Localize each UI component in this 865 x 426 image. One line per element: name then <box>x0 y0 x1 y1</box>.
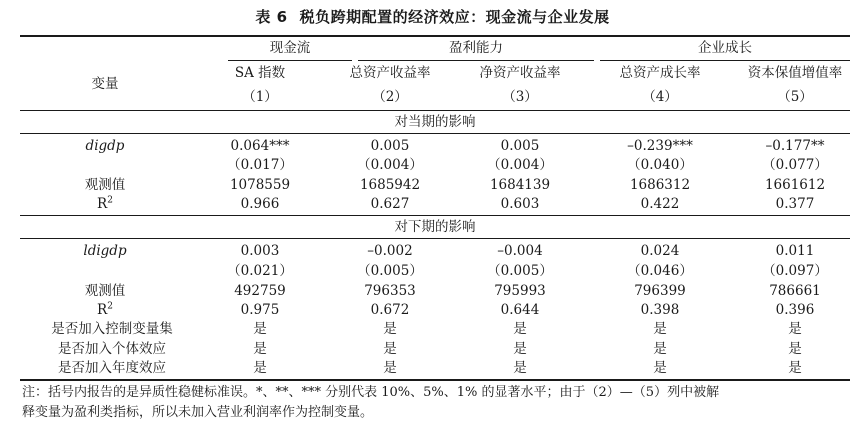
control-1-col-1: 是 <box>253 321 267 337</box>
panel-b-top-rule <box>20 215 850 216</box>
control-2-col-5: 是 <box>788 341 802 357</box>
control-2-col-1: 是 <box>253 341 267 357</box>
col-number-5: （5） <box>777 89 813 105</box>
var-digdp: digdp <box>85 138 125 154</box>
col-header-3: 净资产收益率 <box>479 65 561 81</box>
se-a-5: （0.077） <box>762 157 828 173</box>
r2-a-2: 0.627 <box>370 196 410 212</box>
r2-a-3: 0.603 <box>500 196 540 212</box>
group-profitability: 盈利能力 <box>449 40 503 56</box>
col-number-1: （1） <box>242 89 278 105</box>
control-2-col-3: 是 <box>513 341 527 357</box>
coef-a-1: 0.064*** <box>230 138 290 154</box>
control-3-col-1: 是 <box>253 360 267 376</box>
obs-b-5: 786661 <box>769 283 821 299</box>
header-rule <box>20 110 850 111</box>
table-number: 表 6 <box>255 8 288 26</box>
bottom-rule <box>20 379 850 381</box>
se-a-1: （0.017） <box>227 157 293 173</box>
panel-b-rule <box>20 238 850 239</box>
col-header-4: 总资产成长率 <box>619 65 701 81</box>
group-rule-3 <box>600 60 850 61</box>
control-label-2: 是否加入个体效应 <box>58 341 166 357</box>
control-3-col-2: 是 <box>383 360 397 376</box>
r2-b-4: 0.398 <box>640 302 680 318</box>
r2-a-5: 0.377 <box>775 196 815 212</box>
se-b-2: （0.005） <box>357 263 423 279</box>
coef-a-2: 0.005 <box>370 138 410 154</box>
group-cashflow: 现金流 <box>269 40 311 56</box>
obs-a-2: 1685942 <box>359 177 421 193</box>
table-caption: 税负跨期配置的经济效应：现金流与企业发展 <box>299 8 610 26</box>
r2-b-5: 0.396 <box>775 302 815 318</box>
r2-label-b <box>40 301 170 319</box>
obs-b-2: 796353 <box>364 283 416 299</box>
coef-b-4: 0.024 <box>640 243 680 259</box>
coef-a-4: –0.239*** <box>627 138 693 154</box>
se-b-3: （0.005） <box>487 263 553 279</box>
coef-b-2: –0.002 <box>367 243 413 259</box>
control-3-col-4: 是 <box>653 360 667 376</box>
table-title <box>0 6 865 27</box>
panel-a-label: 对当期的影响 <box>394 114 476 130</box>
se-a-3: （0.004） <box>487 157 553 173</box>
col-number-4: （4） <box>642 89 678 105</box>
coef-b-3: –0.004 <box>497 243 543 259</box>
control-2-col-4: 是 <box>653 341 667 357</box>
r2-a-1: 0.966 <box>240 196 280 212</box>
obs-b-1: 492759 <box>234 283 286 299</box>
obs-b-3: 795993 <box>494 283 546 299</box>
control-3-col-3: 是 <box>513 360 527 376</box>
r2-sup-b: 2 <box>107 301 113 312</box>
table-note-line-2: 释变量为盈利类指标，所以未加入营业利润率作为控制变量。 <box>22 405 374 420</box>
control-1-col-5: 是 <box>788 321 802 337</box>
obs-label-b: 观测值 <box>84 283 126 299</box>
group-rule-1 <box>228 60 352 61</box>
panel-a-rule <box>20 133 850 134</box>
r2-label-a <box>40 195 170 213</box>
control-1-col-3: 是 <box>513 321 527 337</box>
r2-sup-a: 2 <box>107 195 113 206</box>
col-header-1: SA 指数 <box>234 65 286 81</box>
top-rule <box>20 35 850 37</box>
var-ldigdp: ldigdp <box>83 243 127 259</box>
panel-b-label: 对下期的影响 <box>394 219 476 235</box>
se-a-2: （0.004） <box>357 157 423 173</box>
obs-a-1: 1078559 <box>229 177 291 193</box>
control-label-3: 是否加入年度效应 <box>58 360 166 376</box>
obs-a-3: 1684139 <box>489 177 551 193</box>
r2-b-1: 0.975 <box>240 302 280 318</box>
col-number-3: （3） <box>502 89 538 105</box>
r2-a-4: 0.422 <box>640 196 680 212</box>
obs-a-4: 1686312 <box>629 177 691 193</box>
group-rule-2 <box>358 60 594 61</box>
control-1-col-4: 是 <box>653 321 667 337</box>
col-header-5: 资本保值增值率 <box>747 65 843 81</box>
r2-b-3: 0.644 <box>500 302 540 318</box>
obs-label-a: 观测值 <box>84 177 126 193</box>
col-number-2: （2） <box>372 89 408 105</box>
control-1-col-2: 是 <box>383 321 397 337</box>
se-b-5: （0.097） <box>762 263 828 279</box>
coef-b-1: 0.003 <box>240 243 280 259</box>
obs-b-4: 796399 <box>634 283 686 299</box>
r2-letter-b: R <box>97 302 108 318</box>
control-2-col-2: 是 <box>383 341 397 357</box>
control-label-1: 是否加入控制变量集 <box>51 321 173 337</box>
group-growth: 企业成长 <box>698 40 752 56</box>
col-header-2: 总资产收益率 <box>349 65 431 81</box>
r2-b-2: 0.672 <box>370 302 410 318</box>
coef-b-5: 0.011 <box>775 243 815 259</box>
coef-a-3: 0.005 <box>500 138 540 154</box>
obs-a-5: 1661612 <box>764 177 826 193</box>
var-header: 变量 <box>91 76 119 92</box>
table-note-line-1: 注：括号内报告的是异质性稳健标准误。*、**、*** 分别代表 10%、5%、1% 的显著水平；由于（2）—（5）列中被解 <box>22 385 720 400</box>
control-3-col-5: 是 <box>788 360 802 376</box>
r2-letter-a: R <box>97 196 108 212</box>
se-a-4: （0.040） <box>627 157 693 173</box>
se-b-4: （0.046） <box>627 263 693 279</box>
se-b-1: （0.021） <box>227 263 293 279</box>
coef-a-5: –0.177** <box>765 138 825 154</box>
